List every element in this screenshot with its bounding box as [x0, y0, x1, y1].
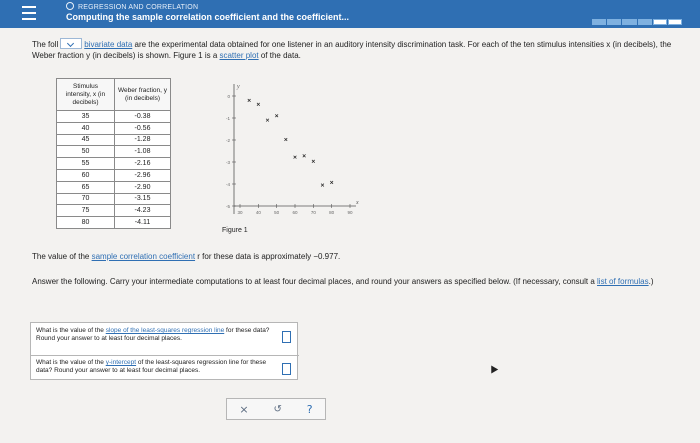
- question-intercept-text: [36, 359, 272, 375]
- slope-answer-input[interactable]: [282, 331, 291, 343]
- table-row: [57, 134, 171, 146]
- y-tick-label: 0: [227, 94, 230, 99]
- data-point: [312, 160, 315, 163]
- y-value-cell: -2.90: [115, 181, 171, 193]
- question-slope-text: [36, 327, 272, 343]
- data-point: [321, 184, 324, 187]
- question-box: [30, 322, 298, 380]
- table-row: [57, 158, 171, 170]
- explanation-dropdown[interactable]: [60, 38, 82, 49]
- table-row: [57, 169, 171, 181]
- question-slope-post: for these data? Round your answer to at least four decimal places.: [36, 327, 270, 342]
- scatter-plot-link[interactable]: scatter plot: [219, 51, 259, 60]
- x-tick-label: 70: [310, 210, 316, 215]
- table-row: [57, 181, 171, 193]
- intro-text: are the experimental data obtained for one listener in an auditory intensity discrimination task. For each of the ten stimulus intensities x (in decibels), the Weber fraction y (in decibels) is shown. Figure 1 is a: [32, 40, 672, 60]
- menu-icon[interactable]: [22, 6, 36, 20]
- y-value-cell: -1.28: [115, 134, 171, 146]
- data-point: [303, 154, 306, 157]
- top-bar: [0, 0, 700, 28]
- x-tick-label: 40: [255, 210, 261, 215]
- y-column-header: Weber fraction, y (in decibels): [115, 79, 171, 111]
- x-tick-label: 50: [274, 210, 280, 215]
- progress-bar: [592, 19, 682, 25]
- progress-segment: [668, 19, 682, 25]
- x-value-cell: 40: [57, 122, 115, 134]
- y-tick-label: -3: [225, 160, 230, 165]
- topic-title: Computing the sample correlation coefficient and the coefficient...: [66, 12, 350, 22]
- question-intercept-post: of the least-squares regression line for these data? Round your answer to at least four decimal places.: [36, 359, 267, 374]
- instructions-text: Answer the following. Carry your intermediate computations to at least four decimal places, and round your answers as specified below. (If necessary, consult a: [32, 277, 598, 286]
- y-value-cell: -1.08: [115, 146, 171, 158]
- x-column-header: Stimulus intensity, x (in decibels): [57, 79, 115, 111]
- x-tick-label: 90: [347, 210, 353, 215]
- intercept-answer-input[interactable]: [282, 363, 291, 375]
- intro-text-end: of the data.: [258, 51, 301, 60]
- y-value-cell: -0.38: [115, 111, 171, 123]
- question-intercept-pre: What is the value of the: [36, 359, 106, 366]
- table-row: [57, 205, 171, 217]
- x-value-cell: 45: [57, 134, 115, 146]
- progress-segment: [653, 19, 667, 25]
- problem-intro: [32, 38, 682, 61]
- y-value-cell: -2.96: [115, 169, 171, 181]
- scatter-plot: [218, 80, 358, 225]
- table-row: [57, 111, 171, 123]
- y-tick-label: -5: [225, 204, 230, 209]
- list-of-formulas-link[interactable]: list of formulas: [597, 277, 649, 286]
- x-tick-label: 60: [292, 210, 298, 215]
- result-prefix: The value of the: [32, 252, 92, 261]
- question-slope-pre: What is the value of the: [36, 327, 106, 334]
- table-row: [57, 217, 171, 229]
- section-title: REGRESSION AND CORRELATION: [66, 2, 198, 11]
- y-value-cell: -2.16: [115, 158, 171, 170]
- x-value-cell: 55: [57, 158, 115, 170]
- bivariate-data-link[interactable]: bivariate data: [84, 40, 133, 49]
- table-row: [57, 146, 171, 158]
- x-axis-label: x: [356, 200, 359, 206]
- progress-segment: [638, 19, 652, 25]
- question-slope: [31, 327, 299, 343]
- correlation-result: [32, 252, 340, 261]
- undo-button[interactable]: ↺: [273, 403, 282, 415]
- figure-label: Figure 1: [222, 227, 248, 234]
- x-value-cell: 60: [57, 169, 115, 181]
- answer-toolbar: [226, 398, 326, 420]
- x-tick-label: 30: [237, 210, 243, 215]
- data-point: [294, 156, 297, 159]
- slope-link[interactable]: slope of the least-squares regression line: [105, 327, 225, 334]
- data-point: [330, 181, 333, 184]
- data-table: [56, 78, 171, 229]
- y-value-cell: -4.11: [115, 217, 171, 229]
- y-tick-label: -4: [225, 182, 230, 187]
- y-tick-label: -1: [225, 116, 230, 121]
- y-intercept-link[interactable]: y-intercept: [105, 359, 137, 366]
- x-value-cell: 50: [57, 146, 115, 158]
- data-point: [248, 99, 251, 102]
- sample-correlation-link[interactable]: sample correlation coefficient: [91, 252, 196, 261]
- data-point: [275, 114, 278, 117]
- x-value-cell: 35: [57, 111, 115, 123]
- y-axis-label: y: [237, 84, 240, 90]
- question-intercept: [31, 355, 299, 375]
- result-suffix: r for these data is approximately −0.977.: [195, 252, 341, 261]
- data-point: [266, 119, 269, 122]
- help-button[interactable]: ?: [306, 402, 313, 416]
- table-row: [57, 193, 171, 205]
- progress-segment: [607, 19, 621, 25]
- intro-lead: The foll: [32, 40, 59, 49]
- x-value-cell: 65: [57, 181, 115, 193]
- data-point: [257, 103, 260, 106]
- x-tick-label: 80: [329, 210, 335, 215]
- x-value-cell: 70: [57, 193, 115, 205]
- y-value-cell: -4.23: [115, 205, 171, 217]
- y-value-cell: -0.56: [115, 122, 171, 134]
- mouse-cursor-icon: [488, 363, 498, 373]
- progress-segment: [622, 19, 636, 25]
- instructions: [32, 276, 692, 287]
- x-value-cell: 80: [57, 217, 115, 229]
- progress-segment: [592, 19, 606, 25]
- x-value-cell: 75: [57, 205, 115, 217]
- main-content: [0, 28, 700, 443]
- y-value-cell: -3.15: [115, 193, 171, 205]
- table-row: [57, 122, 171, 134]
- data-point: [284, 138, 287, 141]
- clear-button[interactable]: ×: [239, 402, 249, 416]
- instructions-end: .): [648, 277, 654, 286]
- y-tick-label: -2: [225, 138, 230, 143]
